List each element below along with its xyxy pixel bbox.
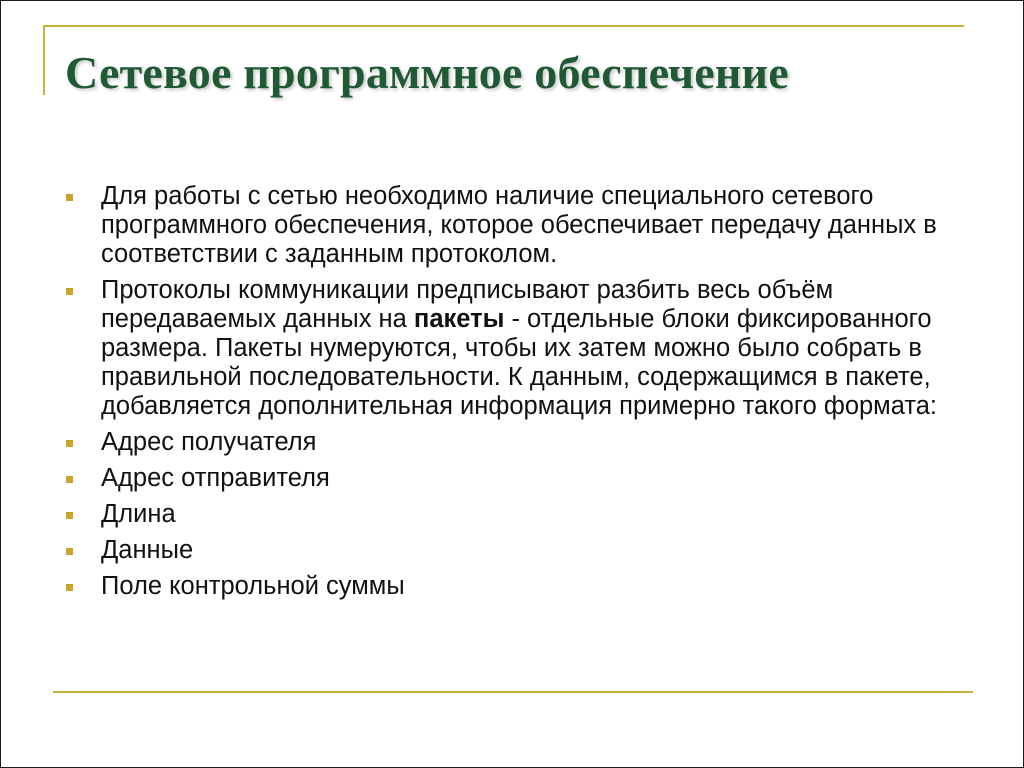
bullet-item (65, 464, 975, 493)
bullet-item (65, 428, 975, 457)
bullet-square-icon (66, 584, 73, 591)
bullet-text-bold-term: пакеты (413, 305, 505, 333)
frame-bottom-line (53, 691, 973, 693)
bullet-item (65, 572, 975, 601)
bullet-item (65, 276, 975, 421)
bullet-text: Для работы с сетью необходимо наличие специального сетевого программного обеспечения, которое обеспечивает передачу данных в соответствии с заданным протоколом. (101, 182, 937, 268)
slide-title: Сетевое программное обеспечение (65, 47, 789, 98)
bullet-square-icon (66, 194, 73, 201)
bullet-item (65, 182, 975, 269)
bullet-square-icon (66, 512, 73, 519)
bullet-text: Данные (101, 536, 194, 564)
frame-top-line (43, 25, 964, 27)
bullet-text: Длина (101, 500, 176, 528)
bullet-item (65, 536, 975, 565)
bullet-square-icon (66, 476, 73, 483)
bullet-text: Поле контрольной суммы (101, 572, 405, 600)
frame-left-line (43, 25, 45, 95)
bullet-square-icon (66, 548, 73, 555)
bullet-square-icon (66, 288, 73, 295)
bullet-list (65, 182, 975, 608)
bullet-text-end: - отдельные блоки фиксированного размера. Пакеты нумеруются, чтобы их затем можно было собрать в правильной последовательности. К данным, содержащимся в пакете, добавляется дополнительная информация примерно такого формата: (101, 305, 937, 420)
bullet-text: Адрес отправителя (101, 464, 330, 492)
bullet-item (65, 500, 975, 529)
bullet-text-start: Протоколы коммуникации предписывают разбить весь объём передаваемых данных на (101, 276, 834, 333)
bullet-text: Адрес получателя (101, 428, 317, 456)
bullet-square-icon (66, 440, 73, 447)
